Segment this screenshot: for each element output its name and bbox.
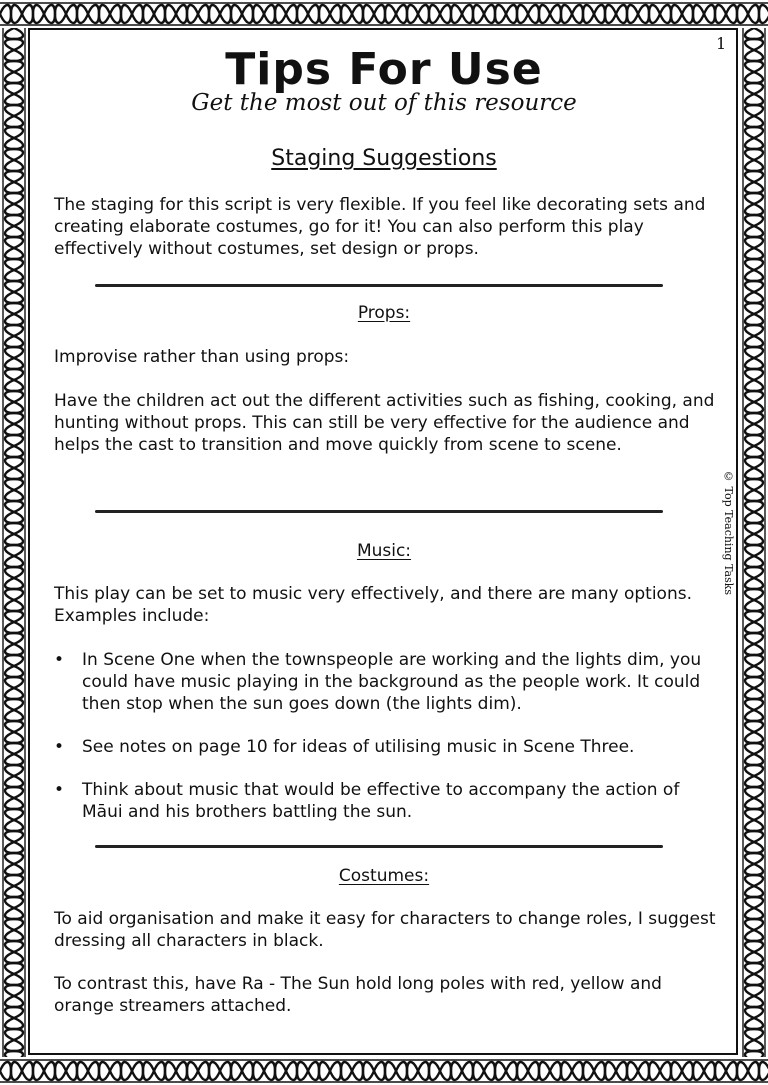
list-item-text: Think about music that would be effective to accompany the action of Māui and his brothers battling the sun. <box>82 780 680 822</box>
list-item-text: In Scene One when the townspeople are working and the lights dim, you could have music playing in the background as the people work. It could then stop when the sun goes down (the lights dim). <box>82 650 702 714</box>
music-intro: This play can be set to music very effectively, and there are many options. Examples include: <box>54 584 692 626</box>
staging-paragraph: The staging for this script is very flexible. If you feel like decorating sets and creating elaborate costumes, go for it! You can also perform this play effectively without costumes, set design or props. <box>54 195 706 259</box>
list-item <box>54 736 720 758</box>
costumes-paragraph: To aid organisation and make it easy for characters to change roles, I suggest dressing all characters in black. <box>54 909 716 951</box>
music-heading: Music: <box>356 541 412 561</box>
props-heading: Props: <box>357 303 411 323</box>
costumes-heading: Costumes: <box>338 866 430 886</box>
props-paragraph: Improvise rather than using props: <box>54 347 350 367</box>
page-subtitle: Get the most out of this resource <box>191 90 577 116</box>
page-number: 1 <box>716 34 727 53</box>
bullet-icon: • <box>54 737 65 757</box>
page-title: Tips For Use <box>225 44 543 95</box>
list-item <box>54 649 720 715</box>
section-divider <box>95 845 663 848</box>
decorative-border-bottom <box>0 1057 768 1085</box>
decorative-border-top <box>0 0 768 28</box>
props-paragraph: Have the children act out the different activities such as fishing, cooking, and hunting without props. This can still be very effective for the audience and helps the cast to transition and move quickly from scene to scene. <box>54 391 715 455</box>
music-examples-list <box>54 649 720 844</box>
bullet-icon: • <box>54 650 65 670</box>
list-item <box>54 779 720 823</box>
copyright-note <box>722 470 736 596</box>
bullet-icon: • <box>54 780 65 800</box>
copyright-text: © Top Teaching Tasks <box>722 470 735 596</box>
section-divider <box>95 284 663 287</box>
staging-heading: Staging Suggestions <box>271 146 497 171</box>
section-divider <box>95 510 663 513</box>
costumes-paragraph: To contrast this, have Ra - The Sun hold long poles with red, yellow and orange streamers attached. <box>54 974 662 1016</box>
list-item-text: See notes on page 10 for ideas of utilising music in Scene Three. <box>82 737 635 757</box>
